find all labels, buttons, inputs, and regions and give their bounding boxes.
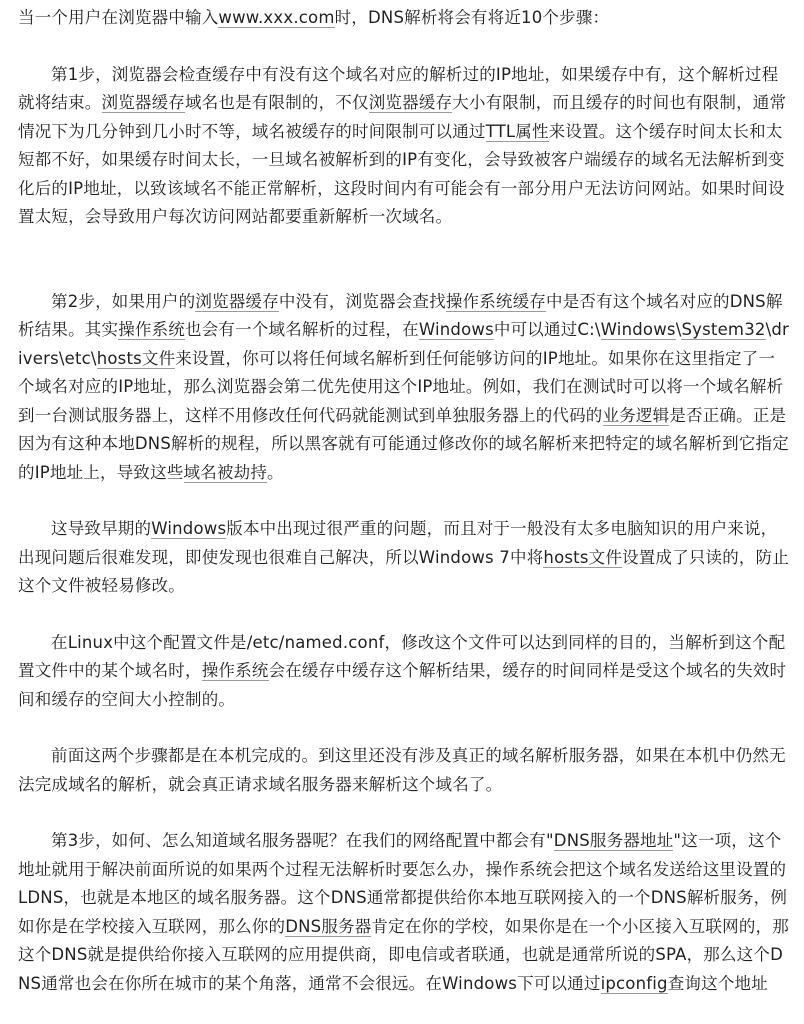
text: 域名也是有限制的，不仅 bbox=[185, 93, 369, 112]
keyword-link-system32[interactable]: System32 bbox=[681, 320, 766, 339]
keyword-link-browser-cache[interactable]: 浏览器缓存 bbox=[101, 93, 185, 112]
keyword-link-ipconfig[interactable]: ipconfig bbox=[600, 973, 668, 993]
keyword-link-os[interactable]: 操作系统 bbox=[201, 661, 269, 680]
text: 这导致早期的 bbox=[51, 519, 152, 538]
text: 肯定在你的学校，如果你是在一个小区接入互联网的，那这个DNS就是提供给你接入互联网的应用提供商，即电信或者联通，也就是通常所说的SPA，那么这个DNS通常也会在你所在城市的某个角落，通常不会很远。在Windows下可以通过 bbox=[18, 916, 789, 993]
keyword-link-windows[interactable]: Windows bbox=[151, 519, 227, 538]
keyword-link-hosts-file[interactable]: hosts文件 bbox=[543, 547, 623, 567]
paragraph-step-3 bbox=[18, 827, 790, 998]
keyword-link-dns-server-address[interactable]: DNS服务器地址 bbox=[553, 831, 674, 850]
paragraph-step-2 bbox=[18, 288, 790, 488]
paragraph-spacer bbox=[18, 33, 790, 61]
text: 。 bbox=[267, 462, 284, 482]
text: 设置成了只读的，防止这个文件被轻易修改。 bbox=[18, 547, 790, 595]
text: 中没有，浏览器会查找 bbox=[278, 291, 446, 311]
text: 版本中出现过很严重的问题，而且对于一般没有太多电脑知识的用户来说，出现问题后很难发现，即使发现也很难自己解决，所以Windows 7中将 bbox=[18, 519, 778, 567]
paragraph-spacer bbox=[18, 799, 790, 827]
paragraph-summary bbox=[18, 742, 790, 799]
keyword-link-business-logic[interactable]: 业务逻辑 bbox=[602, 405, 670, 425]
paragraph-linux bbox=[18, 629, 790, 715]
paragraph-spacer bbox=[18, 487, 790, 515]
keyword-link-windows[interactable]: Windows bbox=[600, 320, 676, 339]
text: 是否正确。正是因为有这种本地DNS解析的规程，所以黑客就有可能通过修改你的域名解析来把特定的域名解析到它指定的IP地址上，导致这些 bbox=[18, 405, 789, 482]
keyword-link-windows[interactable]: Windows bbox=[418, 320, 494, 339]
text: 会在缓存中缓存这个解析结果，缓存的时间同样是受这个域名的失效时间和缓存的空间大小控制的。 bbox=[18, 661, 787, 709]
keyword-link-browser-cache[interactable]: 浏览器缓存 bbox=[368, 93, 453, 112]
paragraph-spacer bbox=[18, 601, 790, 629]
text: 也会有一个域名解析的过程，在 bbox=[185, 320, 419, 339]
text: 当一个用户在浏览器中输入 bbox=[18, 8, 219, 27]
text: 前面这两个步骤都是在本机完成的。到这里还没有涉及真正的域名解析服务器，如果在本机中仍然无法完成域名的解析，就会真正请求域名服务器来解析这个域名了。 bbox=[18, 746, 786, 794]
text: 第1步，浏览器会检查缓存中有没有这个域名对应的解析过的IP地址，如果缓存中有，这个解析过程就将结束。 bbox=[18, 64, 779, 112]
text: 中可以通过C:\ bbox=[493, 320, 601, 339]
keyword-link-www-xxx-com[interactable]: www.xxx.com bbox=[218, 8, 335, 27]
paragraph-spacer bbox=[18, 232, 790, 288]
text: 时，DNS解析将会有将近10个步骤： bbox=[334, 8, 610, 27]
keyword-link-hosts-file[interactable]: hosts文件 bbox=[96, 348, 176, 368]
keyword-link-domain-hijack[interactable]: 域名被劫持 bbox=[183, 462, 268, 482]
keyword-link-os-cache[interactable]: 操作系统缓存 bbox=[445, 291, 547, 311]
keyword-link-os[interactable]: 操作系统 bbox=[118, 320, 186, 339]
text: 第2步，如果用户的 bbox=[51, 291, 196, 311]
keyword-link-ttl[interactable]: TTL属性 bbox=[485, 121, 549, 141]
text: "这一项，这个地址就用于解决前面所说的如果两个过程无法解析时要怎么办，操作系统会把这个域名发送给这里设置的LDNS，也就是本地区的域名服务器。这个DNS通常都提供给你本地互联网接入的一个DNS解析服务，例如你是在学校接入互联网，那么你的 bbox=[18, 831, 788, 936]
paragraph-windows-issue bbox=[18, 515, 790, 601]
text: 第3步，如何、怎么知道域名服务器呢？在我们的网络配置中都会有" bbox=[51, 831, 554, 850]
text: \ bbox=[675, 320, 682, 339]
keyword-link-dns-server[interactable]: DNS服务器 bbox=[285, 916, 372, 936]
text: 查询这个地址 bbox=[667, 973, 768, 993]
text: 来设置，你可以将任何域名解析到任何能够访问的IP地址。如果你在这里指定了一个域名对应的IP地址，那么浏览器会第二优先使用这个IP地址。例如，我们在测试时可以将一个域名解析到一台测试服务器上，这样不用修改任何代码就能测试到单独服务器上的代码的 bbox=[18, 348, 784, 425]
paragraph-step-1 bbox=[18, 61, 790, 232]
text: 大小有限制，而且缓存的时间也有限制，通常情况下为几分钟到几小时不等，域名被缓存的时间限制可以通过 bbox=[18, 93, 787, 141]
text: \drivers\etc\ bbox=[18, 320, 790, 368]
intro-paragraph bbox=[18, 4, 790, 33]
text: 中是否有这个域名对应的DNS解析结果。其实 bbox=[18, 291, 783, 339]
text: 在Linux中这个配置文件是/etc/named.conf，修改这个文件可以达到同样的目的，当解析到这个配置文件中的某个域名时， bbox=[18, 632, 786, 680]
keyword-link-browser-cache[interactable]: 浏览器缓存 bbox=[195, 291, 279, 311]
text: 来设置。这个缓存时间太长和太短都不好，如果缓存时间太长，一旦域名被解析到的IP有变化，会导致被客户端缓存的域名无法解析到变化后的IP地址，以致该域名不能正常解析，这段时间内有可能会有一部分用户无法访问网站。如果时间设置太短，会导致用户每次访问网站都要重新解析一次域名。 bbox=[18, 121, 785, 226]
paragraph-spacer bbox=[18, 714, 790, 742]
